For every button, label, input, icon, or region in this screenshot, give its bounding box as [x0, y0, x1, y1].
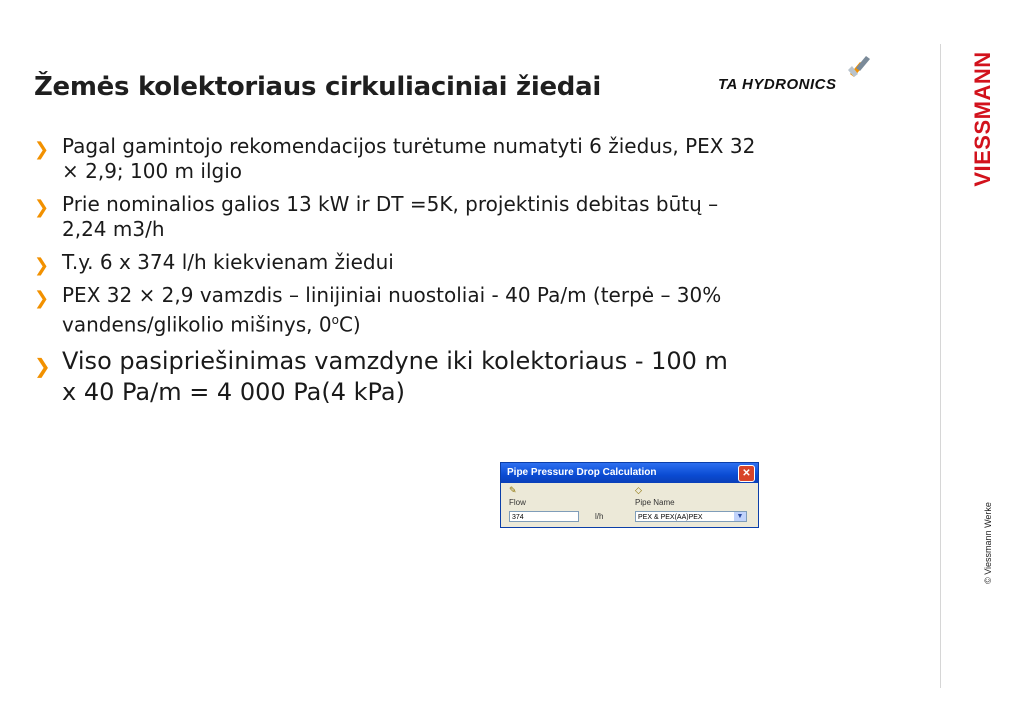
bullet-arrow-icon: ❯: [34, 353, 51, 378]
chevron-down-icon[interactable]: ▼: [734, 512, 746, 521]
bullet-text-line1: Pagal gamintojo rekomendacijos turėtume numatyti 6 žiedus, PEX 32: [62, 134, 756, 158]
bullet-item: [34, 346, 854, 408]
bullet-text-line2-post: C): [338, 312, 361, 337]
pipe-icon: ◇: [635, 485, 642, 495]
bullet-arrow-icon: ❯: [34, 197, 50, 218]
close-icon[interactable]: ✕: [738, 465, 755, 482]
right-divider: [940, 44, 941, 688]
dialog-title: Pipe Pressure Drop Calculation: [501, 463, 758, 483]
ta-hydronics-mark-icon: [846, 52, 872, 82]
bullet-item: [34, 192, 854, 242]
bullet-arrow-icon: ❯: [34, 139, 50, 160]
flow-input[interactable]: 374: [509, 511, 579, 522]
pipe-name-label: Pipe Name: [635, 498, 675, 507]
bullet-text-line2: 2,24 m3/h: [62, 217, 165, 241]
bullet-list: [34, 134, 854, 416]
viessmann-logo: [966, 44, 1000, 194]
viessmann-logo-text: VIESSMANN: [970, 51, 995, 187]
pipe-name-select[interactable]: [635, 511, 747, 522]
bullet-item: [34, 250, 854, 275]
copyright-text: © Viessmann Werke: [983, 502, 993, 584]
bullet-text-line1: Prie nominalios galios 13 kW ir DT =5K, projektinis debitas būtų –: [62, 192, 719, 216]
bullet-item: [34, 134, 854, 184]
pipe-pressure-dialog: [500, 462, 759, 528]
bullet-text-line2: x 40 Pa/m = 4 000 Pa(4 kPa): [62, 377, 405, 406]
flow-icon: ✎: [509, 485, 517, 495]
bullet-text-line1: PEX 32 × 2,9 vamzdis – linijiniai nuostoliai - 40 Pa/m (terpė – 30%: [62, 283, 722, 307]
ta-hydronics-logo: [718, 52, 868, 100]
bullet-text-line1: Viso pasipriešinimas vamzdyne iki kolektoriaus - 100 m: [62, 346, 728, 375]
bullet-text-line2-pre: vandens/glikolio mišinys, 0: [62, 312, 332, 337]
bullet-text-line2: × 2,9; 100 m ilgio: [62, 159, 242, 183]
flow-unit: l/h: [595, 512, 604, 521]
bullet-arrow-icon: ❯: [34, 255, 50, 276]
bullet-text-line1: T.y. 6 x 374 l/h kiekvienam žiedui: [62, 250, 394, 274]
bullet-text-sup: o: [331, 313, 339, 327]
dialog-body: [501, 483, 758, 527]
flow-label: Flow: [509, 498, 526, 507]
bullet-arrow-icon: ❯: [34, 288, 50, 309]
slide-title: Žemės kolektoriaus cirkuliaciniai žiedai: [34, 72, 601, 102]
bullet-item: [34, 283, 854, 338]
pipe-name-value: PEX & PEX(AA)PEX: [638, 514, 703, 521]
copyright-note: [978, 488, 998, 598]
ta-hydronics-logo-text: TA HYDRONICS: [718, 76, 837, 93]
